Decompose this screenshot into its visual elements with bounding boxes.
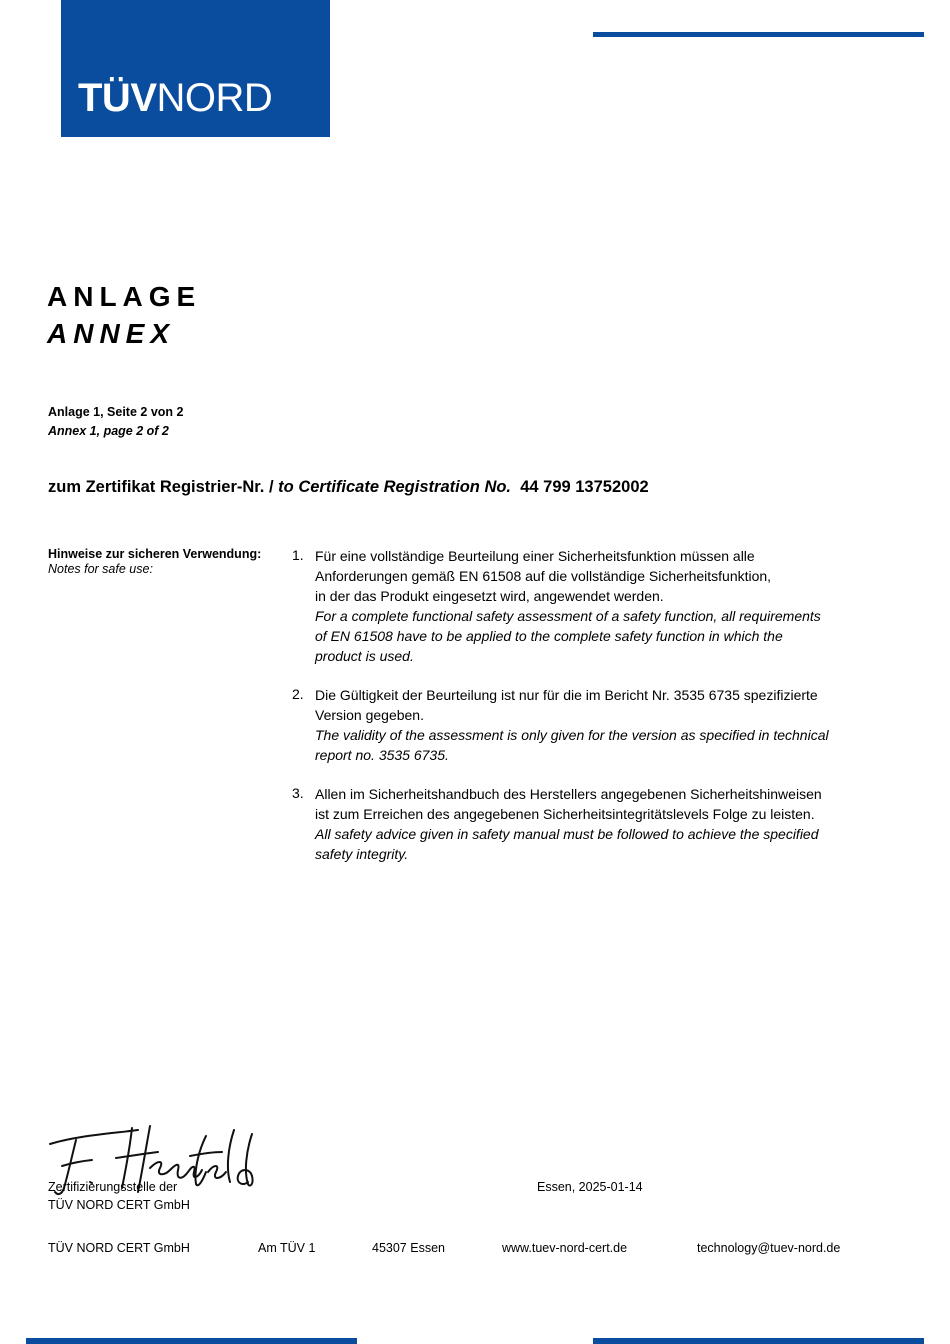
note-line-en: of EN 61508 have to be applied to the complete safety function in which the — [315, 628, 783, 644]
page-info-german: Anlage 1, Seite 2 von 2 — [48, 405, 184, 419]
note-line-en: All safety advice given in safety manual must be followed to achieve the specified — [315, 826, 819, 842]
note-line-de: Allen im Sicherheitshandbuch des Herstellers angegebenen Sicherheitshinweisen — [315, 786, 822, 802]
note-number: 2. — [292, 686, 304, 702]
footer-rule-right — [593, 1338, 924, 1344]
note-line-de: ist zum Erreichen des angegebenen Sicherheitsintegritätslevels Folge zu leisten. — [315, 806, 815, 822]
certification-body-name: TÜV NORD CERT GmbH — [48, 1198, 190, 1212]
certificate-label-english: to Certificate Registration No. — [278, 478, 512, 496]
note-number: 1. — [292, 547, 304, 563]
page-info-english: Annex 1, page 2 of 2 — [48, 424, 169, 438]
logo-wordmark — [78, 78, 272, 118]
note-line-de: Für eine vollständige Beurteilung einer Sicherheitsfunktion müssen alle — [315, 548, 755, 564]
notes-label-english: Notes for safe use: — [48, 562, 153, 576]
footer-rule-left — [26, 1338, 357, 1344]
certificate-number: 44 799 13752002 — [520, 478, 649, 496]
note-line-en: The validity of the assessment is only given for the version as specified in technical — [315, 727, 829, 743]
note-line-en: report no. 3535 6735. — [315, 747, 449, 763]
note-text — [315, 546, 885, 666]
certificate-line — [48, 478, 649, 497]
logo-nord: NORD — [156, 76, 273, 120]
title-german: ANLAGE — [47, 281, 202, 312]
note-line-en: product is used. — [315, 648, 414, 664]
tuv-nord-logo — [61, 0, 330, 137]
certificate-label-german: zum Zertifikat Registrier-Nr. / — [48, 478, 274, 496]
footer-website-link[interactable]: www.tuev-nord-cert.de — [502, 1241, 628, 1255]
footer-city: 45307 Essen — [372, 1241, 445, 1255]
place-and-date: Essen, 2025-01-14 — [537, 1180, 643, 1194]
note-line-de: in der das Produkt eingesetzt wird, angewendet werden. — [315, 588, 664, 604]
footer-street: Am TÜV 1 — [258, 1241, 316, 1255]
footer-company: TÜV NORD CERT GmbH — [48, 1241, 190, 1255]
note-line-de: Die Gültigkeit der Beurteilung ist nur für die im Bericht Nr. 3535 6735 spezifizierte — [315, 687, 818, 703]
note-line-en: For a complete functional safety assessment of a safety function, all requirements — [315, 608, 821, 624]
notes-label-german: Hinweise zur sicheren Verwendung: — [48, 547, 262, 561]
note-line-de: Anforderungen gemäß EN 61508 auf die vollständige Sicherheitsfunktion, — [315, 568, 772, 584]
title-english: ANNEX — [47, 318, 176, 349]
certification-body-label: Zertifizierungsstelle der — [48, 1180, 178, 1194]
logo-tuv: TÜV — [78, 76, 157, 120]
footer-email-link[interactable]: technology@tuev-nord.de — [697, 1241, 841, 1255]
note-number: 3. — [292, 785, 304, 801]
note-text — [315, 685, 885, 765]
note-line-en: safety integrity. — [315, 846, 409, 862]
header-rule — [593, 32, 924, 37]
note-text — [315, 784, 885, 864]
note-line-de: Version gegeben. — [315, 707, 424, 723]
